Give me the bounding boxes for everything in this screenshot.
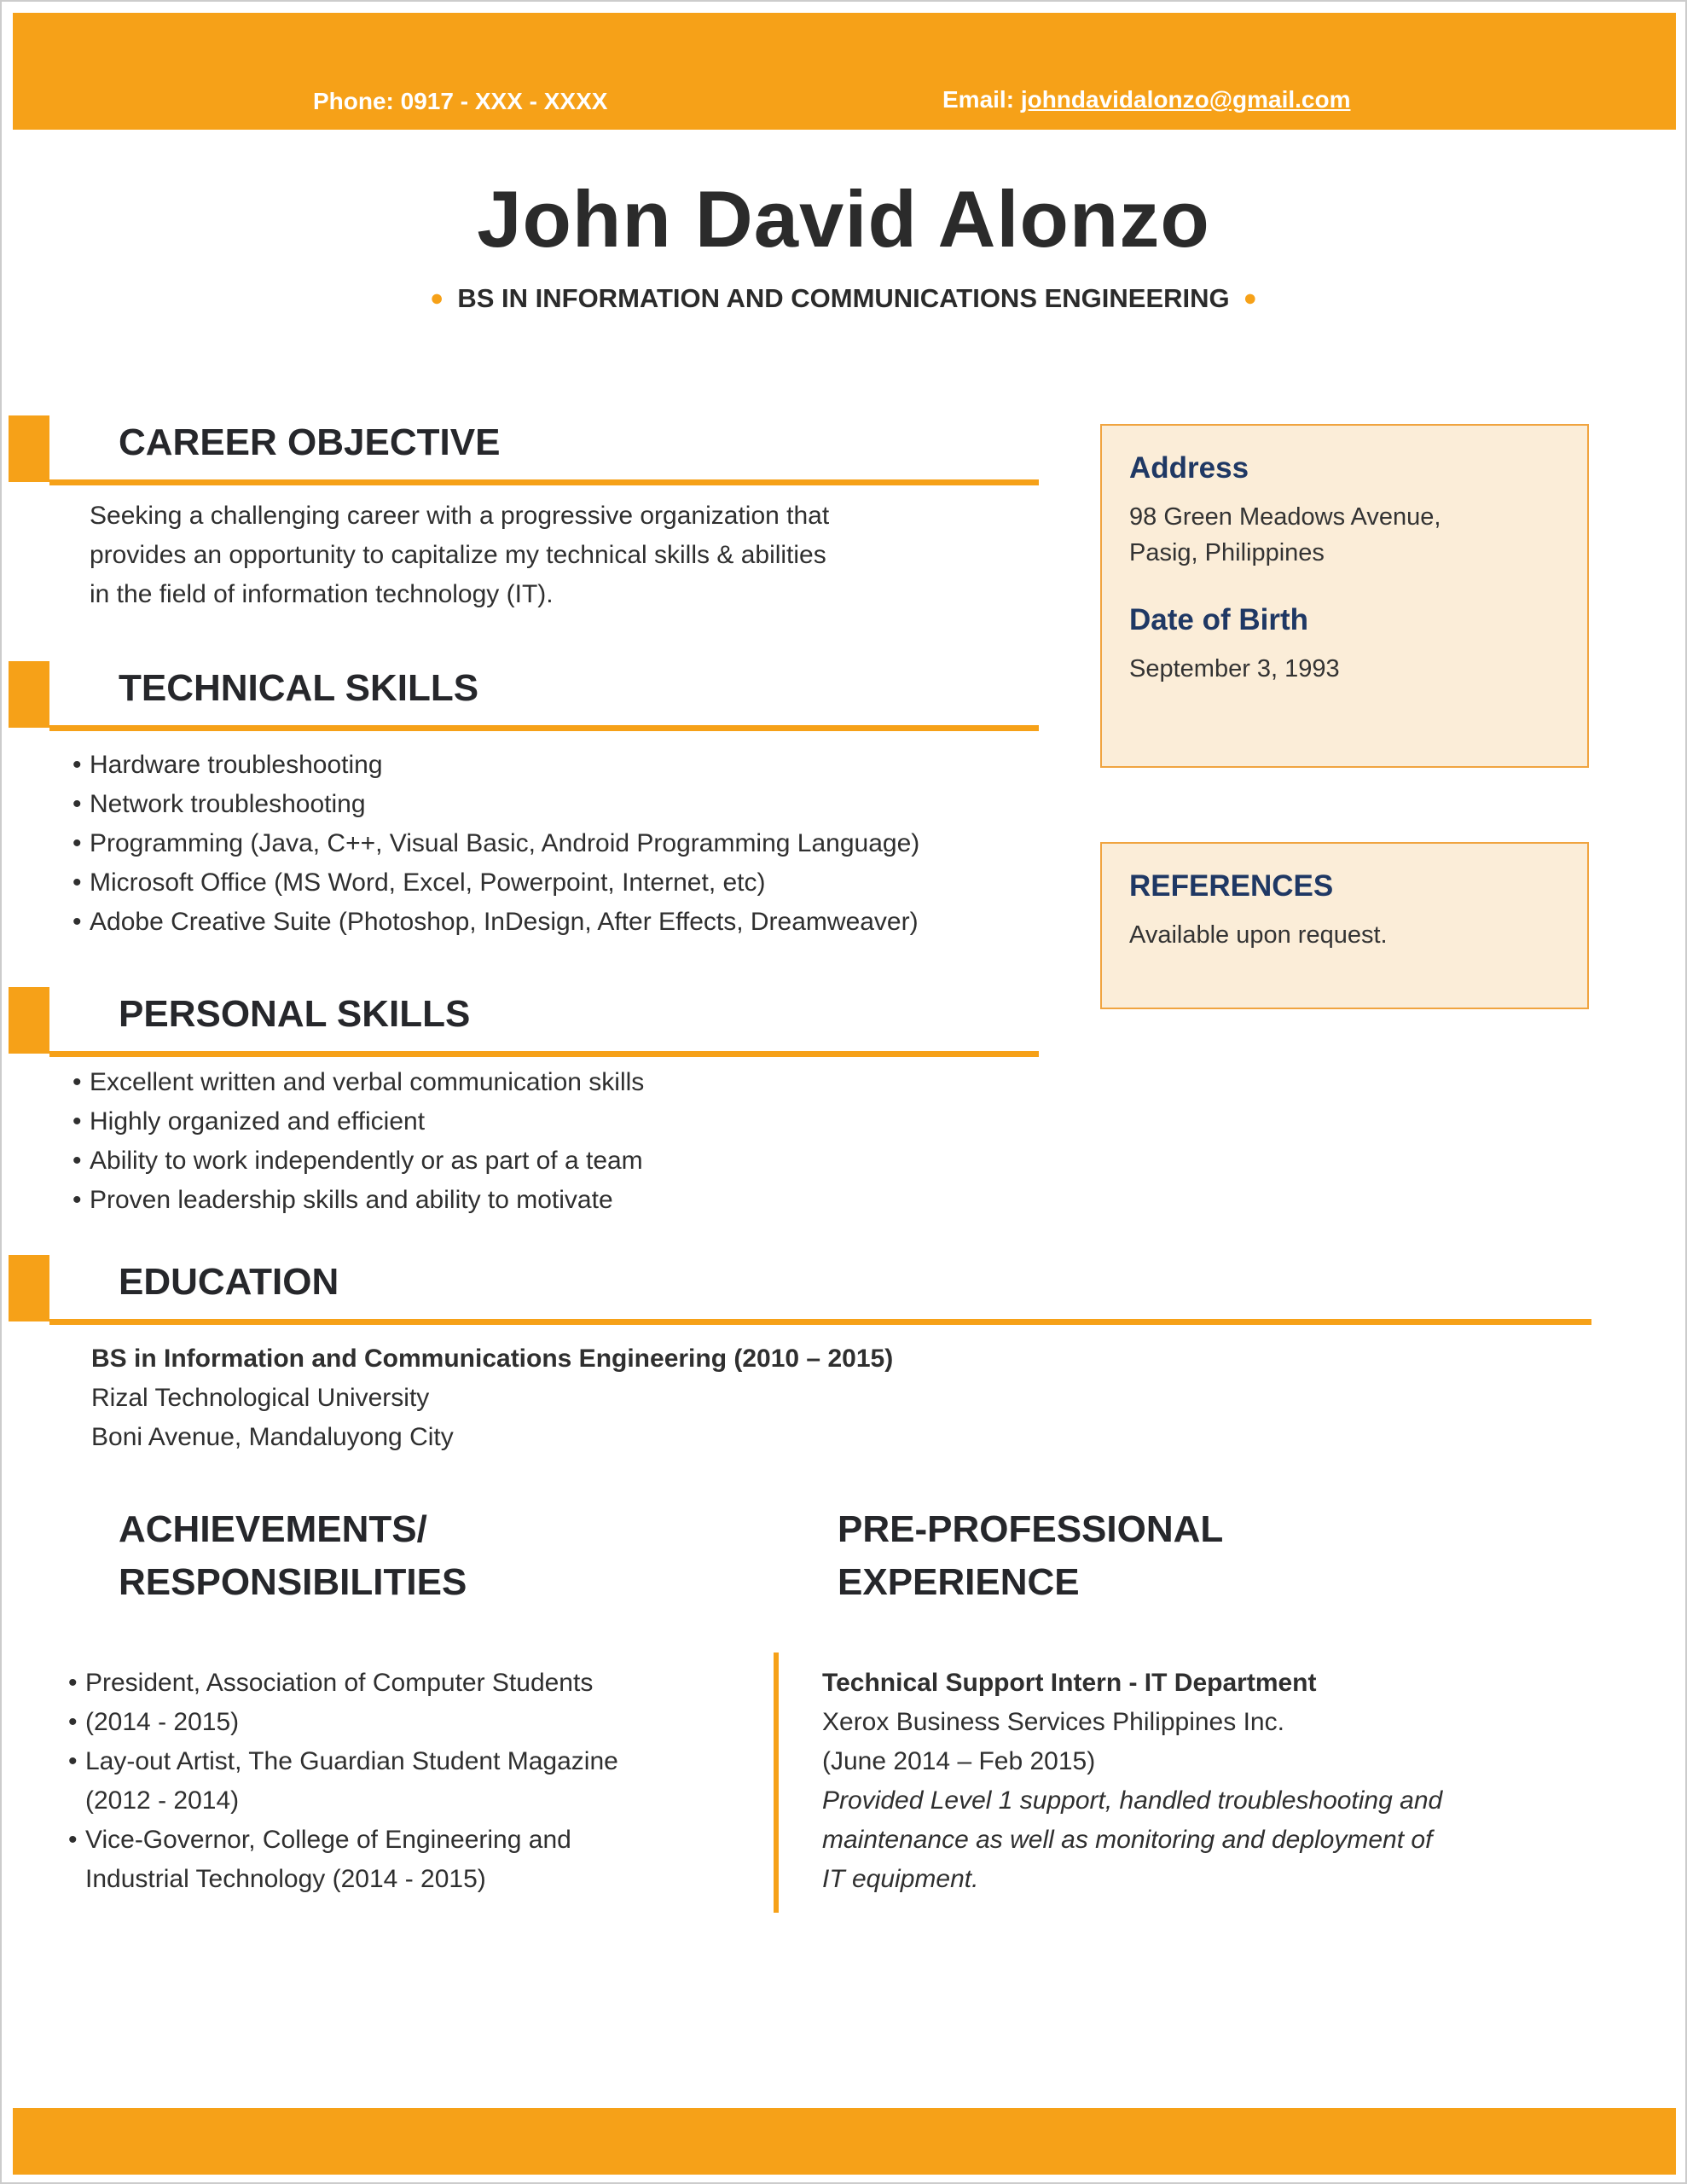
- email-block: [942, 86, 1350, 113]
- section-title-personal-skills: PERSONAL SKILLS: [119, 993, 471, 1035]
- list-item: [72, 1181, 644, 1220]
- section-rule-technical-skills: [49, 725, 1039, 731]
- section-tab-personal-skills: [9, 987, 49, 1054]
- education-degree: BS in Information and Communications Engineering (2010 – 2015): [91, 1345, 894, 1373]
- company-name: Xerox Business Services Philippines Inc.: [822, 1708, 1284, 1736]
- top-accent-bar: [13, 13, 1676, 130]
- education-location: Boni Avenue, Mandaluyong City: [91, 1423, 454, 1451]
- list-item: [68, 1821, 618, 1899]
- list-item: [72, 824, 919, 863]
- bullet-icon: •: [72, 908, 82, 936]
- bullet-icon: •: [68, 1708, 78, 1736]
- bullet-icon: •: [68, 1826, 78, 1854]
- bullet-icon: •: [72, 868, 82, 897]
- list-item-text: (2014 - 2015): [85, 1708, 240, 1736]
- list-item: [72, 1063, 644, 1102]
- section-tab-technical-skills: [9, 661, 49, 728]
- list-item-text: Ability to work independently or as part of a team: [90, 1147, 643, 1175]
- bullet-icon: •: [72, 1147, 82, 1175]
- list-item-text: Vice-Governor, College of Engineering and Industrial Technology (2014 - 2015): [85, 1826, 571, 1893]
- section-title-education: EDUCATION: [119, 1261, 339, 1303]
- list-item: [72, 863, 919, 903]
- achievements-list: [68, 1664, 618, 1899]
- date-of-birth-title: Date of Birth: [1129, 603, 1308, 636]
- email-label: Email:: [942, 86, 1021, 113]
- section-rule-personal-skills: [49, 1051, 1039, 1057]
- bullet-icon: •: [68, 1747, 78, 1775]
- experience-heading: PRE-PROFESSIONAL EXPERIENCE: [838, 1508, 1224, 1603]
- orange-dot-icon: ●: [430, 285, 444, 311]
- list-item-text: Programming (Java, C++, Visual Basic, Android Programming Language): [90, 829, 920, 857]
- career-objective-text: Seeking a challenging career with a progressive organization that provides an opportunity to capitalize my technical skills & abilities in the field of information technology (IT).: [90, 502, 830, 608]
- list-item-text: Excellent written and verbal communication skills: [90, 1068, 645, 1096]
- job-title: Technical Support Intern - IT Department: [822, 1669, 1317, 1697]
- degree-subtitle: [2, 283, 1685, 314]
- references-text: Available upon request.: [1129, 921, 1388, 949]
- experience-divider: [774, 1653, 779, 1913]
- technical-skills-list: [72, 746, 919, 942]
- address-panel-title: Address: [1129, 451, 1249, 485]
- section-rule-education: [49, 1319, 1591, 1325]
- education-block: [91, 1339, 893, 1457]
- bullet-icon: •: [72, 1186, 82, 1214]
- list-item-text: Proven leadership skills and ability to motivate: [90, 1186, 613, 1214]
- list-item-text: Lay-out Artist, The Guardian Student Magazine (2012 - 2014): [85, 1747, 618, 1815]
- list-item: [72, 1102, 644, 1141]
- phone-text: Phone: 0917 - XXX - XXXX: [313, 88, 608, 114]
- education-school: Rizal Technological University: [91, 1384, 430, 1412]
- job-period: (June 2014 – Feb 2015): [822, 1747, 1096, 1775]
- list-item: [68, 1703, 618, 1742]
- list-item-text: Highly organized and efficient: [90, 1107, 426, 1136]
- orange-dot-icon: ●: [1243, 285, 1257, 311]
- page-title: John David Alonzo: [477, 174, 1210, 264]
- list-item: [68, 1664, 618, 1703]
- email-link[interactable]: johndavidalonzo@gmail.com: [1020, 86, 1351, 113]
- list-item-text: Network troubleshooting: [90, 790, 366, 818]
- list-item: [72, 746, 919, 785]
- list-item-text: President, Association of Computer Students: [85, 1669, 594, 1697]
- achievements-heading: ACHIEVEMENTS/ RESPONSIBILITIES: [119, 1508, 467, 1603]
- bullet-icon: •: [72, 1068, 82, 1096]
- bullet-icon: •: [68, 1669, 78, 1697]
- list-item: [72, 903, 919, 942]
- degree-text: BS IN INFORMATION AND COMMUNICATIONS ENGINEERING: [457, 283, 1230, 313]
- list-item: [68, 1742, 618, 1821]
- references-panel: [1100, 842, 1589, 1009]
- section-rule-career-objective: [49, 479, 1039, 485]
- address-text: 98 Green Meadows Avenue, Pasig, Philippines: [1129, 503, 1441, 566]
- personal-skills-list: [72, 1063, 644, 1220]
- section-title-career-objective: CAREER OBJECTIVE: [119, 421, 501, 463]
- list-item-text: Adobe Creative Suite (Photoshop, InDesign, After Effects, Dreamweaver): [90, 908, 919, 936]
- bottom-accent-bar: [13, 2108, 1676, 2175]
- date-of-birth-value: September 3, 1993: [1129, 655, 1340, 682]
- list-item: [72, 785, 919, 824]
- bullet-icon: •: [72, 790, 82, 818]
- bullet-icon: •: [72, 1107, 82, 1136]
- bullet-icon: •: [72, 751, 82, 779]
- section-title-technical-skills: TECHNICAL SKILLS: [119, 667, 479, 709]
- address-panel: [1100, 424, 1589, 768]
- experience-block: [822, 1664, 1442, 1899]
- section-tab-career-objective: [9, 415, 49, 482]
- list-item: [72, 1141, 644, 1181]
- references-panel-title: REFERENCES: [1129, 869, 1334, 903]
- list-item-text: Microsoft Office (MS Word, Excel, Powerpoint, Internet, etc): [90, 868, 766, 897]
- section-tab-education: [9, 1255, 49, 1321]
- bullet-icon: •: [72, 829, 82, 857]
- list-item-text: Hardware troubleshooting: [90, 751, 383, 779]
- job-description: Provided Level 1 support, handled troubleshooting and maintenance as well as monitoring and deployment of IT equipment.: [822, 1786, 1443, 1893]
